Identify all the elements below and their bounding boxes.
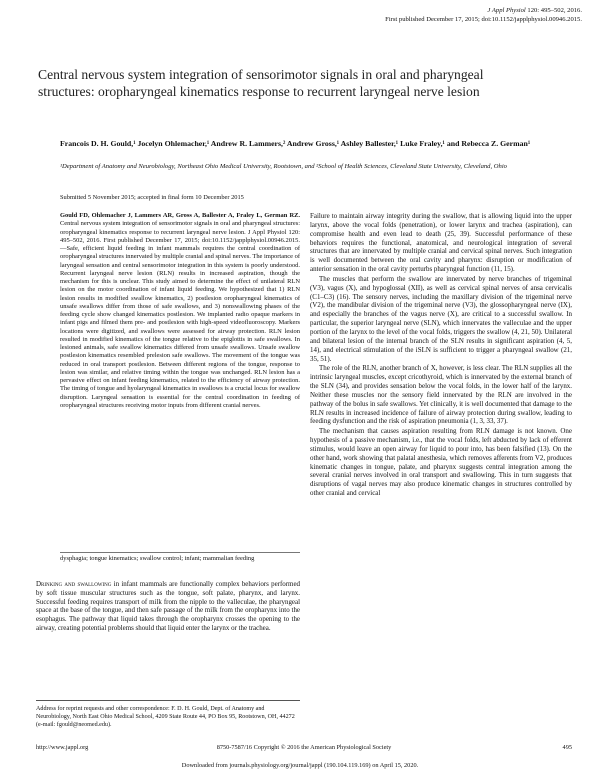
intro-body: in infant mammals are functionally complex behaviors performed by soft tissue muscular structures such as the tongue, soft palate, pharynx, and larynx. Successful feeding requires transport of milk from the nipple to the valleculae, the pharyngeal space at the base of the tongue, and then safe passage of the milk from the oropharynx into the esophagus. The pathway that liquid takes through the oropharynx crosses the opening to the airway, creating potential problems should that liquid enter the larynx or the trachea.: [36, 580, 300, 632]
paragraph: The role of the RLN, another branch of X, however, is less clear. The RLN supplies all the intrinsic laryngeal muscles, except cricothyroid, which is innervated by the external branch of the SLN (34), and provides sensation below the vocal folds, in the lower half of the larynx. Neither these muscles nor the sensory field innervated by the RLN are involved in the pathway of the bolus in safe swallows. Yet clinically, it is well documented that damage to the RLN results in increased incidence of failure of airway protection during swallow, leading to feeding dysfunction and the risk of aspiration pneumonia (1, 3, 33, 37).: [310, 364, 572, 426]
copyright-line: 8750-7587/16 Copyright © 2016 the American Physiological Society: [216, 744, 392, 751]
affiliations: ¹Department of Anatomy and Neurobiology, Northeast Ohio Medical University, Rootstown, and ²School of Health Sciences, Cleveland State University, Cleveland, Ohio: [60, 163, 507, 170]
journal-citation-line: J Appl Physiol 120: 495–502, 2016.: [487, 7, 582, 14]
paragraph: The mechanism that causes aspiration resulting from RLN damage is not known. One hypothesis of a passive mechanism, i.e., that the vocal folds, left abducted by lack of efferent stimulus, would leave an open airway for liquid to pour into, has been falsified (13). On the other hand, work showing that palatal anesthesia, which removes afferents from V2, produces kinematic changes in tongue, palate, and pharynx suggests central integration among the several cranial nerves involved in oral transport and swallowing. This in turn suggests that disruptions of vagal nerves may also produce kinematic changes in structures controlled by other cranial and cervical: [310, 427, 572, 498]
intro-lead: Drinking and swallowing: [36, 580, 112, 588]
journal-header: [385, 6, 582, 24]
submission-dates: Submitted 5 November 2015; accepted in final form 10 December 2015: [60, 194, 244, 201]
page-number: 495: [562, 744, 572, 751]
doi-line: First published December 17, 2015; doi:10.1152/japplphysiol.00946.2015.: [385, 16, 582, 23]
abstract-citation: Gould FD, Ohlemacher J, Lammers AR, Gross A, Ballester A, Fraley L, German RZ.: [60, 212, 300, 219]
paragraph: The muscles that perform the swallow are innervated by nerve branches of trigeminal (V3), vagus (X), and hypoglossal (XII), as well as cervical spinal nerves of ansa cervicalis (C1–C3) (16). The sensory nerves, including the maxillary division of the trigeminal nerve (V2), the mandibular division of the trigeminal nerve (V3), the glossopharyngeal nerve (IX), and especially the branches of the vagus nerve (X), are critical to a successful swallow. In particular, the superior laryngeal nerve (SLN), which innervates the valleculae and the upper portion of the larynx to the level of the vocal folds, triggers the swallow (4, 21, 50). Unilateral and bilateral lesion of the internal branch of the SLN results in significant aspiration (4, 5, 14), and electrical stimulation of the iSLN is sufficient to trigger a pharyngeal swallow (21, 35, 51).: [310, 274, 572, 363]
right-column: [310, 212, 572, 499]
journal-url-link[interactable]: http://www.jappl.org: [36, 744, 89, 751]
introduction-paragraph: [36, 580, 300, 633]
article-title: Central nervous system integration of sensorimotor signals in oral and pharyngeal structures: oropharyngeal kinematics response to recurrent laryngeal nerve lesion: [38, 67, 484, 99]
keywords: dysphagia; tongue kinematics; swallow control; infant; mammalian feeding: [60, 552, 300, 563]
paragraph: Failure to maintain airway integrity during the swallow, that is allowing liquid into the upper larynx, above the vocal folds (penetration), or lower larynx and trachea (aspiration), can compromise health and even lead to death (25, 39). Successful performance of these behaviors requires the functional, anatomical, and neurological integration of several structures that are innervated by multiple cranial and cervical spinal nerves. Such integration is well documented between the oral cavity and pharynx: disruption or modification of anterior sensation in the oral cavity perturbs pharyngeal function (11, 15).: [310, 212, 572, 274]
author-list: Francois D. H. Gould,¹ Jocelyn Ohlemacher,¹ Andrew R. Lammers,² Andrew Gross,¹ Ashley Ballester,¹ Luke Fraley,¹ and Rebecca Z. German¹: [60, 139, 531, 148]
download-notice: Downloaded from journals.physiology.org/journal/jappl (190.104.119.169) on April 15, 2020.: [181, 762, 419, 769]
abstract-body: Central nervous system integration of sensorimotor signals in oral and pharyngeal structures: oropharyngeal kinematics response to recurrent laryngeal nerve lesion. J Appl Physiol 120: 495–502, 2016. First published December 17, 2015; doi:10.1152/japplphysiol.00946.2015.—Safe, efficient liquid feeding in infant mammals requires the central coordination of oropharyngeal structures innervated by multiple cranial and spinal nerves. The importance of laryngeal sensation and central sensorimotor integration in this system is poorly understood. Recurrent laryngeal nerve lesion (RLN) results in increased aspiration, though the mechanism for this is unclear. This study aimed to determine the effect of unilateral RLN lesion on the motor coordination of infant liquid feeding. We hypothesized that 1) RLN lesion results in modified swallow kinematics, 2) postlesion oropharyngeal kinematics of unsafe swallows differ from those of safe swallows, and 3) nonswallowing phases of the feeding cycle show changed kinematics postlesion. We implanted radio opaque markers in infant pigs and filmed them pre- and postlesion with high-speed videofluoroscopy. Markers locations were digitized, and swallows were assessed for airway protection. RLN lesion resulted in modified kinematics of the tongue relative to the epiglottis in safe swallows. In lesioned animals, safe swallow kinematics differed from unsafe swallows. Unsafe swallow postlesion kinematics resembled prelesion safe swallows. The movement of the tongue was reduced in oral transport postlesion. Between different regions of the tongue, response to lesion was similar, and relative timing within the tongue was unchanged. RLN lesion has a pervasive effect on infant feeding kinematics, related to the efficiency of airway protection. The timing of tongue and hyolaryngeal kinematics in swallows is a crucial locus for swallow disruption. Laryngeal sensation is essential for the central coordination in feeding of oropharyngeal structures receiving motor inputs from different cranial nerves.: [60, 220, 300, 409]
abstract: [60, 212, 300, 410]
correspondence-footnote: Address for reprint requests and other correspondence: F. D. H. Gould, Dept. of Anatomy and Neurobiology, North East Ohio Medical School, 4209 State Route 44, PO Box 95, Rootstown, OH, 44272 (e-mail: fgould@neomed.edu).: [36, 700, 300, 729]
